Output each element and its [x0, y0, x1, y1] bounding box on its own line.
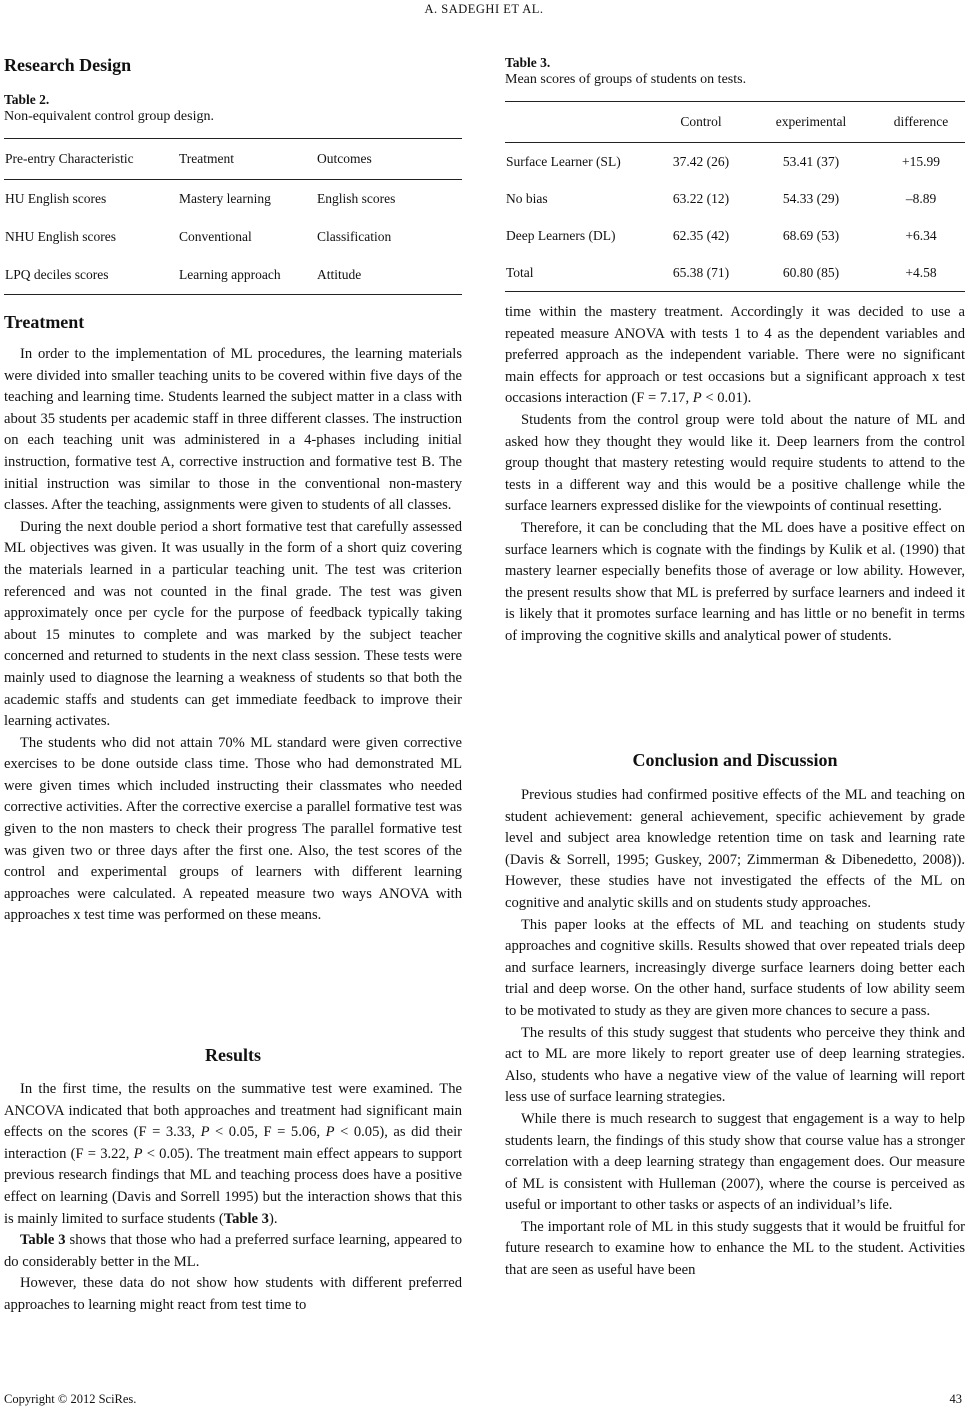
- table3-row-label: Deep Learners (DL): [506, 227, 616, 243]
- table3-row-label: Total: [506, 264, 534, 280]
- table2-header-cell: Pre-entry Characteristic: [5, 151, 134, 166]
- table2-cell: Classification: [317, 229, 392, 244]
- table3-title: Mean scores of groups of students on tests.: [505, 72, 747, 87]
- table3-cell: 65.38 (71): [672, 264, 730, 280]
- table2-cell: LPQ deciles scores: [5, 267, 109, 282]
- paragraph: Students from the control group were told about the nature of ML and asked how they thought they would like it. Deep learners from the control group thought that mastery retesting would require students to attend to the tests in a different way and this would be a positive challenge while the surface learners expressed dislike for the viewpoints of continual resetting.: [505, 411, 965, 515]
- conclusion-heading: Conclusion and Discussion: [632, 750, 838, 770]
- paragraph: During the next double period a short formative test that carefully assessed ML objectives was given. It was usually in the form of a short quiz covering the materials learned in a particular teaching unit. The test was criterion referenced and was not counted in the final grade. The test was given approximately once per cycle for the purpose of feedback typically taking about 15 minutes to complete and was marked by the subject teacher concerned and returned to students in the next class session. These tests were mainly used to diagnose the learning a weakness of students so that both the academic staffs and students can get immediate feedback to improve their learning activates.: [4, 518, 462, 730]
- paragraph: [4, 1079, 462, 1230]
- copyright-footer: Copyright © 2012 SciRes.: [4, 1392, 137, 1406]
- paragraph: However, these data do not show how students with different preferred approaches to learning might react from test time to: [4, 1275, 462, 1313]
- table3-cell: 63.22 (12): [672, 190, 730, 206]
- table3-cell: 60.80 (85): [782, 264, 840, 280]
- text-run: P: [200, 1124, 210, 1141]
- paragraph: The students who did not attain 70% ML standard were given corrective exercises to be done outside class time. Those who had demonstrated ML were given times which included instructing their classmates who needed corrective activities. After the corrective exercise a parallel formative test was given to the non masters to check their progress The parallel formative test was given two or three days after the first one. Also, the test scores of the control and experimental groups of learners with different learning approaches were calculated. A repeated measure two ways ANOVA with approaches x test time was performed on these means.: [4, 734, 462, 924]
- table3-row-label: No bias: [506, 190, 548, 206]
- table-row: [4, 180, 462, 219]
- paragraph: Therefore, it can be concluding that the ML does have a positive effect on surface learners which is cognate with the findings by Kulik et al. (1990) that mastery learner especially benefits those of average or low ability. However, the present results show that ML is preferred by surface learners and indeed it is likely that it promotes surface learning and has little or no benefit in terms of improving the cognitive skills and analytical power of students.: [505, 519, 965, 644]
- table2-header-cell: Treatment: [179, 151, 234, 166]
- table2-header-cell: Outcomes: [317, 151, 372, 166]
- table-row: [505, 254, 965, 292]
- table-row: [505, 217, 965, 254]
- treatment-heading: Treatment: [4, 312, 85, 332]
- text-run: < 0.05). The treatment main effect appears to support previous research findings that ML and teaching process does have a positive effect on learning (Davis and Sorrell 1995) but the interaction shows that this is mainly limited to surface students (: [4, 1145, 463, 1227]
- paragraph: Previous studies had confirmed positive effects of the ML and teaching on student achievement: general achievement, specific achievement by grade level and subject area knowledge retention time on task and learning rate (Davis & Sorrell, 1995; Guskey, 2007; Zimmerman & Dibenedetto, 2008)). However, these studies have not investigated the effects of the ML on cognitive and analytic skills and on students study approaches.: [505, 787, 965, 911]
- table-reference-link[interactable]: Table 3: [223, 1210, 269, 1227]
- table2-cell: HU English scores: [5, 191, 107, 206]
- text-run: < 0.01).: [701, 390, 752, 407]
- table-row: [505, 143, 965, 181]
- table2-cell: Mastery learning: [179, 191, 271, 206]
- table2-cell: Attitude: [317, 267, 362, 282]
- table3-label: Table 3.: [505, 55, 551, 70]
- table2: [4, 138, 462, 295]
- paragraph: In order to the implementation of ML procedures, the learning materials were divided into smaller teaching units to be covered within five days of the teaching and learning time. Students learned the subject matter in a class with about 35 students per academic staff in three different classes. The instruction on each teaching unit was administered in a 4-phases including initial instruction, formative test A, corrective instruction and formative test B. The initial instruction was similar to those in the conventional non-mastery classes. After the teaching, assignments were given to students of all classes.: [4, 346, 462, 514]
- text-run: In the first time, the results on the summative test were examined. The ANCOVA indicated that both approaches and treatment had significant main effects on the scores (F = 3.33,: [4, 1081, 462, 1141]
- text-run: shows that those who had a preferred surface learning, appeared to do considerably better in the ML.: [4, 1232, 462, 1270]
- text-run: < 0.05, F = 5.06,: [209, 1124, 326, 1141]
- table3-cell: 68.69 (53): [782, 227, 840, 243]
- table3-cell: 53.41 (37): [782, 153, 840, 169]
- table3-cell: +4.58: [905, 264, 937, 280]
- table3-header-cell: Control: [680, 114, 722, 129]
- table-row: [4, 256, 462, 295]
- text-run: P: [325, 1124, 335, 1141]
- table3-row-label: Surface Learner (SL): [506, 153, 621, 169]
- table2-label: Table 2.: [4, 92, 50, 107]
- table3-cell: +6.34: [905, 227, 937, 243]
- running-head: A. SADEGHI ET AL.: [424, 2, 544, 16]
- table2-cell: English scores: [317, 191, 396, 206]
- table3-cell: +15.99: [902, 153, 940, 169]
- text-run: time within the mastery treatment. Accordingly it was decided to use a repeated measure ANOVA with tests 1 to 4 as the dependent variables and preferred approach as the independent variable. There were no significant main effects for approach or test occasions but a significant approach x test occasions interaction (F = 7.17,: [505, 304, 965, 407]
- results-heading: Results: [204, 1045, 261, 1065]
- table-reference-link[interactable]: Table 3: [20, 1232, 66, 1249]
- treatment-body: [4, 344, 462, 927]
- table2-title: Non-equivalent control group design.: [4, 109, 214, 124]
- table3-cell: 62.35 (42): [672, 227, 730, 243]
- table3: [505, 101, 965, 292]
- text-run: < 0.05), as did their interaction (F = 3.22,: [4, 1124, 462, 1162]
- table2-cell: Learning approach: [179, 267, 281, 282]
- paragraph: [505, 302, 965, 410]
- paragraph: The important role of ML in this study suggests that it would be fruitful for future research to examine how to enhance the ML to the student. Activities that are seen as useful have been: [505, 1218, 965, 1279]
- table2-cell: Conventional: [179, 229, 252, 244]
- research-design-heading: Research Design: [4, 55, 132, 75]
- table-row: [4, 218, 462, 256]
- text-run: P: [133, 1145, 143, 1162]
- table2-header-row: [4, 139, 462, 180]
- paragraph: This paper looks at the effects of ML and teaching on students study approaches and cognitive skills. Results showed that over repeated trials deep and surface learners, increasingly diverge surface learners doing better each trial and deep worse. On the other hand, surface students of low ability seem to be motivated to study as they are given more chances to secure a pass.: [505, 916, 965, 1019]
- results-body: [4, 1079, 462, 1317]
- paragraph: [4, 1230, 462, 1273]
- table3-header-row: [505, 102, 965, 143]
- table3-cell: 37.42 (26): [672, 153, 730, 169]
- table3-header-cell: experimental: [775, 114, 847, 129]
- paragraph: The results of this study suggest that students who perceive they think and act to ML are more likely to report greater use of deep learning strategies. Also, students who have a negative view of the value of learning will report less use of surface learning strategies.: [505, 1024, 965, 1106]
- table3-header-cell: difference: [893, 114, 949, 129]
- discussion-body: [505, 302, 965, 648]
- table-row: [505, 180, 965, 217]
- table3-cell: –8.89: [905, 190, 937, 206]
- table3-cell: 54.33 (29): [782, 190, 840, 206]
- text-run: P: [692, 390, 702, 407]
- text-run: ).: [268, 1210, 278, 1227]
- conclusion-body: [505, 785, 965, 1282]
- page-number: 43: [949, 1392, 962, 1406]
- table2-cell: NHU English scores: [5, 229, 116, 244]
- paragraph: While there is much research to suggest that engagement is a way to help students learn, the findings of this study show that course value has a stronger correlation with a deep learning strategy than engagement does. Our measure of ML is consistent with Hulleman (2007), where the course is perceived as useful or important to other tasks or aspects of an individual’s life.: [505, 1110, 965, 1214]
- table3-header-cell: [505, 102, 657, 143]
